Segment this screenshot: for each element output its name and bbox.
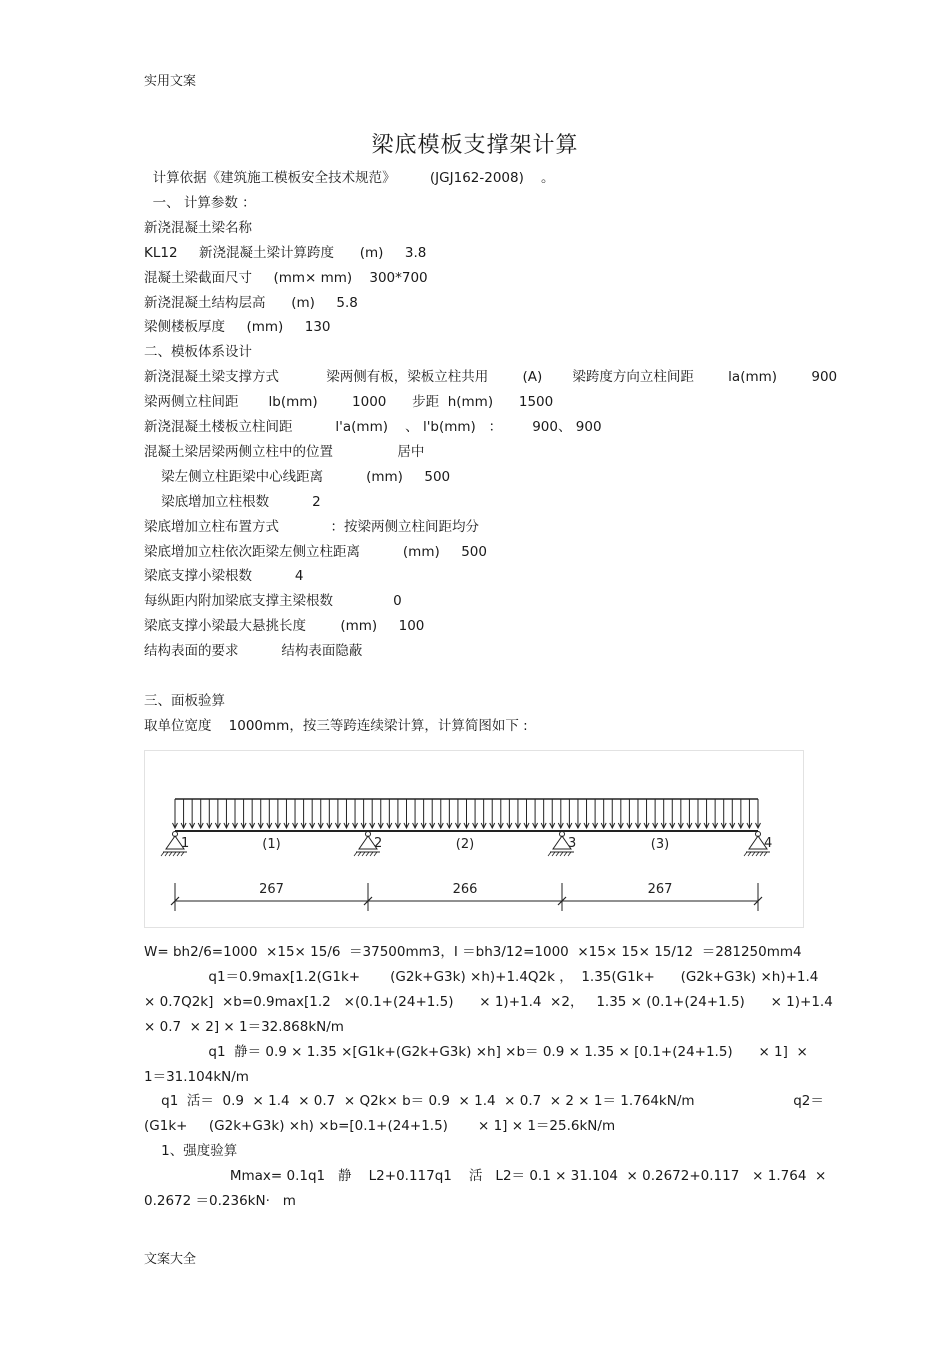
beam-diagram-svg [145,751,803,927]
support-hatch [760,852,763,856]
text-line: 新浇混凝土梁支撑方式 梁两侧有板，梁板立柱共用 (A) 梁跨度方向立柱间距 la(mm) 900 [144,369,838,386]
support-hatch [173,852,176,856]
text-line: (G1k+ (G2k+G3k) ×h) ×b=[0.1+(24+1.5) × 1] × 1＝25.6kN/m [144,1118,616,1135]
dimension-label: 267 [259,882,284,897]
dimension-label: 267 [647,882,673,897]
support-hatch [374,852,377,856]
text-line: 混凝土梁居梁两侧立柱中的位置 居中 [144,443,425,460]
text-line: 二、模板体系设计 [144,344,252,361]
text-line: q1＝0.9max[1.2(G1k+ (G2k+G3k) ×h)+1.4Q2k ， 1.35(G1k+ (G2k+G3k) ×h)+1.4 [144,968,819,985]
span-label: (2) [455,837,475,852]
support-hatch [744,852,747,856]
support-hatch [165,852,168,856]
text-line: 梁左侧立柱距梁中心线距离 (mm) 500 [144,468,451,485]
text-line: 结构表面的要求 结构表面隐蔽 [144,643,363,660]
support-label: 3 [568,836,577,851]
support-label: 1 [181,836,190,851]
text-line: 梁底增加立柱布置方式 ：按梁两侧立柱间距均分 [144,518,479,535]
support-hatch [752,852,755,856]
support-hatch [764,852,767,856]
text-line: 新浇混凝土楼板立柱间距 l'a(mm) 、 l'b(mm) ： 900、 900 [144,419,602,435]
text-line: 1＝31.104kN/m [144,1068,249,1085]
text-line: 梁底增加立柱根数 2 [144,493,321,510]
support-hatch [358,852,361,856]
text-line: 梁侧楼板厚度 (mm) 130 [144,319,331,336]
text-line: 梁底增加立柱依次距梁左侧立柱距离 (mm) 500 [144,543,487,560]
support-hatch [748,852,751,856]
text-line: q1 静＝ 0.9 × 1.35 ×[G1k+(G2k+G3k) ×h] ×b＝ 0.9 × 1.35 × [0.1+(24+1.5) × 1] × [144,1043,808,1060]
page-title: 梁底模板支撑架计算 [371,133,579,158]
text-line: 新浇混凝土梁名称 [144,219,252,236]
text-line: 计算依据《建筑施工模板安全技术规范》 (JGJ162-2008) 。 [144,170,555,186]
text-line: 新浇混凝土结构层高 (m) 5.8 [144,294,358,311]
support-hatch [161,852,164,856]
text-line: 三、面板验算 [144,692,225,709]
support-hatch [556,852,559,856]
text-line: Mmax= 0.1q1 静 L2+0.117q1 活 L2＝ 0.1 × 31.104 × 0.2672+0.117 × 1.764 × [144,1168,827,1185]
support-hatch [568,852,571,856]
text-line: × 0.7 × 2] × 1＝32.868kN/m [144,1018,344,1035]
support-label: 2 [374,836,383,851]
text-line: q1 活＝ 0.9 × 1.4 × 0.7 × Q2k× b＝ 0.9 × 1.4 × 0.7 × 2 × 1＝ 1.764kN/m q2＝ [144,1093,824,1110]
support-hatch [560,852,563,856]
text-line: × 0.7Q2k] ×b=0.9max[1.2 ×(0.1+(24+1.5) × 1)+1.4 ×2， 1.35 × (0.1+(24+1.5) × 1)+1.4 [144,993,833,1010]
text-line: 每纵距内附加梁底支撑主梁根数 0 [144,593,402,610]
text-line: KL12 新浇混凝土梁计算跨度 (m) 3.8 [144,244,427,261]
support-hatch [181,852,184,856]
text-line: 0.2672 ＝0.236kN· m [144,1193,296,1209]
page-header: 实用文案 [144,74,197,89]
support-hatch [564,852,567,856]
support-hatch [177,852,180,856]
text-line: 取单位宽度 1000mm，按三等跨连续梁计算，计算简图如下 : [144,717,528,734]
support-hatch [354,852,357,856]
dimension-label: 266 [452,882,478,897]
support-hatch [169,852,172,856]
page-footer: 文案大全 [144,1252,197,1267]
support-hatch [362,852,365,856]
text-line: 1、强度验算 [144,1143,238,1160]
text-line: W= bh2/6=1000 ×15× 15/6 ＝37500mm3，I ＝bh3/12=1000 ×15× 15× 15/12 ＝281250mm4 [144,944,802,960]
text-line: 梁底支撑小梁最大悬挑长度 (mm) 100 [144,618,425,635]
support-label: 4 [764,836,773,851]
text-line: 混凝土梁截面尺寸 (mm× mm) 300*700 [144,269,428,286]
beam-diagram [144,750,804,928]
support-hatch [756,852,759,856]
support-hatch [548,852,551,856]
span-label: (3) [650,837,670,852]
support-hatch [552,852,555,856]
text-line: 一、 计算参数 ： [144,194,256,211]
span-label: (1) [262,837,281,852]
support-hatch [370,852,373,856]
support-hatch [366,852,369,856]
text-line: 梁两侧立柱间距 lb(mm) 1000 步距 h(mm) 1500 [144,394,554,411]
text-line: 梁底支撑小梁根数 4 [144,568,304,585]
